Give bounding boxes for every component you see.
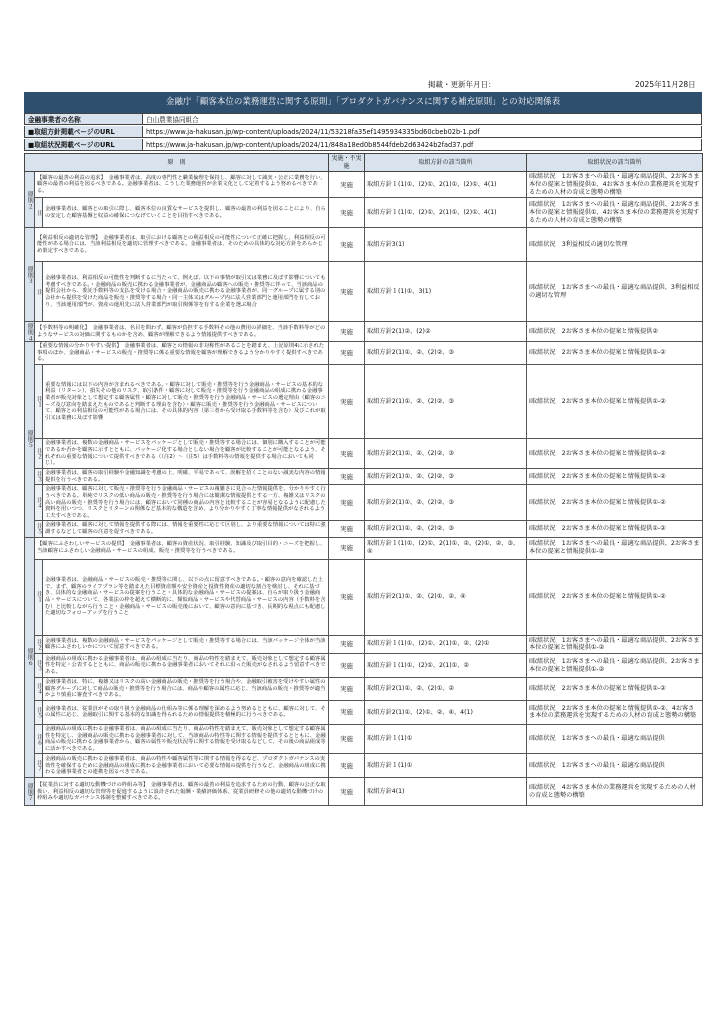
principle-text: 金融商品の販売に携わる金融事業者は、商品の特性や顧客属性等に関する情報を得るなど、プロダクトガバナンスの実効性を確保するために金融商品の組成に携わる金融事業者において必要な情報の提供を行うなど、金融商品の組成に携わる金融事業者との連携を図るべきである。 <box>43 754 329 778</box>
implemented-cell: 実施 <box>329 228 365 262</box>
implemented-cell: 実施 <box>329 700 365 724</box>
principle-text: 金融事業者は、顧客に対して情報を提供する際には、情報を重要性に応じて区別し、より重要な情報については特に強調するなどして顧客の注意を促すべきである。 <box>43 521 329 537</box>
table-row <box>25 342 703 365</box>
policy-cell: 取組方針１(1)①、3(1) <box>365 262 527 322</box>
policy-cell: 取組方針１(1)①、(2)①、2(1)①、(2)①、4(1) <box>365 198 527 228</box>
principle-text: 【手数料等の明確化】 金融事業者は、名目を問わず、顧客が負担する手数料その他の費用の詳細を、当該手数料等がどのようなサービスの対価に関するものかを含め、顧客が理解できるよう情報提供すべきである。 <box>35 322 329 342</box>
principle-text: 重要な情報には以下の内容が含まれるべきである。・顧客に対して販売・推奨等を行う金融商品・サービスの基本的な利益（リターン）、損失その他のリスク、取引条件・顧客に対して販売・推奨等を行う金融商品の組成に携わる金融事業者が販売対象として想定する顧客属性・顧客に対して販売・推奨等を行う金融商品・サービスの選定理由（顧客のニーズ及び意向を踏まえたものであると判断する理由を含む）・顧客に販売・推奨等を行う金融商品・サービスについて、顧客との利益相反の可能性がある場合には、その具体的内容（第三者から受け取る手数料等を含む）及びこれが取引又は業務に及ぼす影響 <box>43 365 329 439</box>
implemented-cell: 実施 <box>329 485 365 521</box>
principle-text: 【顧客にふさわしいサービスの提供】 金融事業者は、顧客の資産状況、取引経験、知識及び取引目的・ニーズを把握し、当該顧客にふさわしい金融商品・サービスの組成、販売・推奨等を行うべきである。 <box>35 537 329 559</box>
implemented-cell: 実施 <box>329 262 365 322</box>
policy-cell: 取組方針１(1)①、(2)①、2(1)①、② <box>365 654 527 678</box>
policy-cell: 取組方針2(1)①、②、(2)①、②、④ <box>365 559 527 635</box>
note-number: 注１ <box>35 365 43 439</box>
principle-number: 原則７ <box>25 778 35 806</box>
status-cell: Ⅰ取組状況 4お客さま本位の業務運営を実現するための人材の育成と態勢の構築 <box>527 778 703 806</box>
status-url-row <box>24 139 702 151</box>
principle-text: 金融事業者は、特に、複雑又はリスクの高い金融商品の販売・推奨等を行う場合や、金融取引被害を受けやすい属性の顧客グループに対して商品の販売・推奨等を行う場合には、商品や顧客の属性に応じ、当該商品の販売・推奨等が適当かより慎重に審査すべきである。 <box>43 678 329 701</box>
note-number: 注４ <box>35 485 43 521</box>
implemented-cell: 実施 <box>329 678 365 701</box>
policy-cell: 取組方針2(1)①、②、(2)①、② <box>365 678 527 701</box>
principle-text: 金融商品の組成に携わる金融事業者は、商品の組成に当たり、商品の特性を踏まえて、販売対象として想定する顧客属性を特定し、金融商品の販売に携わる金融事業者に対して、当該商品の特性等に関する情報を提供するとともに、金融商品の販売に携わる金融事業者から、顧客の属性や販売状況等に関する情報を受け取るなどして、その後の商品組成等に活かすべきである。 <box>43 724 329 753</box>
implemented-cell: 実施 <box>329 754 365 778</box>
status-cell: Ⅰ取組状況 2お客さま本位の提案と情報提供①-② <box>527 439 703 469</box>
implemented-cell: 実施 <box>329 778 365 806</box>
table-row <box>25 678 703 701</box>
status-cell: Ⅰ取組状況 3利益相反の適切な管理 <box>527 228 703 262</box>
note-number: 注７ <box>35 754 43 778</box>
status-cell: Ⅰ取組状況 2お客さま本位の提案と情報提供①-②、4お客さま本位の業務運営を実現するための人材の育成と態勢の構築 <box>527 700 703 724</box>
status-cell: Ⅰ取組状況 2お客さま本位の提案と情報提供①-② <box>527 559 703 635</box>
policy-cell: 取組方針2(1)①、②、(2)②、③ <box>365 485 527 521</box>
status-cell: Ⅰ取組状況 1お客さまへの最良・最適な商品提供、2お客さま本位の提案と情報提供①、4お客さま本位の業務運営を実現するための人材の育成と態勢の構築 <box>527 198 703 228</box>
implemented-cell: 実施 <box>329 172 365 198</box>
note-number: 注５ <box>35 521 43 537</box>
note-number: 注２ <box>35 439 43 469</box>
policy-cell: 取組方針2(1)①、②、(2)②、③ <box>365 469 527 485</box>
policy-cell: 取組方針2(1)②、(2)② <box>365 322 527 342</box>
principle-text: 金融事業者は、従業員がその取り扱う金融商品の仕組み等に係る理解を深めるよう努めるとともに、顧客に対して、その属性に応じ、金融取引に関する基本的な知識を得られるための情報提供を積極的に行うべきである。 <box>43 700 329 724</box>
principle-text: 【従業員に対する適切な動機づけの枠組み等】 金融事業者は、顧客の最善の利益を追求するための行動、顧客の公正な取扱い、利益相反の適切な管理等を促進するように設計された報酬・業績評価体系、従業員研修その他の適切な動機づけの枠組みや適切なガバナンス体制を整備すべきである。 <box>35 778 329 806</box>
status-cell: Ⅰ取組状況 1お客さまへの最良・最適な商品提供、2お客さま本位の提案と情報提供①、4お客さま本位の業務運営を実現するための人材の育成と態勢の構築 <box>527 172 703 198</box>
note-number: 注 <box>35 198 43 228</box>
policy-url-link[interactable]: https://www.ja-hakusan.jp/wp-content/uploads/2024/11/53218fa35ef1495934335bd60cbeb02b-1.pdf <box>146 128 480 136</box>
note-number: 注６ <box>35 724 43 753</box>
policy-cell: 取組方針１(1)①、(2)①、2(1)①、②、(2)① <box>365 635 527 654</box>
implemented-cell: 実施 <box>329 198 365 228</box>
implemented-cell: 実施 <box>329 635 365 654</box>
table-row <box>25 654 703 678</box>
note-number: 注３ <box>35 654 43 678</box>
status-cell: Ⅰ取組状況 2お客さま本位の提案と情報提供①-② <box>527 365 703 439</box>
status-cell: Ⅰ取組状況 1お客さまへの最良・最適な商品提供、2お客さま本位の提案と情報提供①-② <box>527 537 703 559</box>
col-principle: 原 則 <box>25 154 329 172</box>
note-number: 注２ <box>35 635 43 654</box>
note-number: 注４ <box>35 678 43 701</box>
policy-cell: 取組方針１(1)①、(2)①、2(1)①、(2)①、4(1) <box>365 172 527 198</box>
policy-cell: 取組方針2(1)①、(2)①、②、④、4(1) <box>365 700 527 724</box>
principle-number: 原則３ <box>25 228 35 322</box>
principle-text: 金融事業者は、利益相反の可能性を判断するに当たって、例えば、以下の事情が取引又は業務に及ぼす影響についても考慮すべきである。・金融商品の販売に携わる金融事業者が、金融商品の顧客への販売・推奨等に伴って、当該商品の提供会社から、委託手数料等の支払を受ける場合・金融商品の販売に携わる金融事業者が、同一グループに属する別の会社から提供を受けた商品を販売・推奨等する場合・同一主体又はグループ内に法人営業部門と運用部門を有しており、当該運用部門が、資産の運用先に法人営業部門が取引関係等を有する企業を選ぶ場合 <box>43 262 329 322</box>
table-row <box>25 322 703 342</box>
principle-number: 原則５ <box>25 342 35 537</box>
implemented-cell: 実施 <box>329 521 365 537</box>
policy-url-label: ■取組方針掲載ページのURL <box>25 126 143 137</box>
status-cell: Ⅰ取組状況 1お客さまへの最良・最適な商品提供 <box>527 724 703 753</box>
table-row <box>25 521 703 537</box>
status-cell: Ⅰ取組状況 1お客さまへの最良・最適な商品提供、3利益相反の適切な管理 <box>527 262 703 322</box>
table-row <box>25 172 703 198</box>
page-title: 金融庁「顧客本位の業務運営に関する原則」「プロダクトガバナンスに関する補充原則」との対応関係表 <box>24 92 702 113</box>
implemented-cell: 実施 <box>329 559 365 635</box>
table-row <box>25 439 703 469</box>
principle-text: 【利益相反の適切な管理】 金融事業者は、取引における顧客との利益相反の可能性について正確に把握し、利益相反の可能性がある場合には、当該利益相反を適切に管理すべきである。金融事業者は、そのための具体的な対応方針をあらかじめ策定すべきである。 <box>35 228 329 262</box>
principle-number: 原則６ <box>25 537 35 778</box>
table-row <box>25 700 703 724</box>
principle-text: 金融商品の組成に携わる金融事業者は、商品の組成に当たり、商品の特性を踏まえて、販売対象として想定する顧客属性を特定・公表するとともに、商品の販売に携わる金融事業者においてそれに沿った販売がなされるよう留意すべきである。 <box>43 654 329 678</box>
correspondence-table <box>24 153 703 806</box>
note-number: 注１ <box>35 559 43 635</box>
principle-number: 原則４ <box>26 322 34 341</box>
note-number: 注 <box>35 262 43 322</box>
implemented-cell: 実施 <box>329 322 365 342</box>
principle-text: 金融事業者は、複数の金融商品・サービスをパッケージとして販売・推奨等する場合には、当該パッケージ全体が当該顧客にふさわしいかについて留意すべきである。 <box>43 635 329 654</box>
implemented-cell: 実施 <box>329 654 365 678</box>
col-status: 取組状況の該当箇所 <box>527 154 703 172</box>
status-cell: Ⅰ取組状況 1お客さまへの最良・最適な商品提供、2お客さま本位の提案と情報提供①-② <box>527 654 703 678</box>
status-cell: Ⅰ取組状況 2お客さま本位の提案と情報提供①-② <box>527 342 703 365</box>
table-row <box>25 778 703 806</box>
principle-text: 金融事業者は、顧客の取引経験や金融知識を考慮の上、明確、平易であって、誤解を招くことのない誠実な内容の情報提供を行うべきである。 <box>43 469 329 485</box>
table-row <box>25 754 703 778</box>
implemented-cell: 実施 <box>329 365 365 439</box>
implemented-cell: 実施 <box>329 342 365 365</box>
implemented-cell: 実施 <box>329 724 365 753</box>
company-value: 白山農業協同組合 <box>146 116 199 124</box>
policy-cell: 取組方針１(1)① <box>365 724 527 753</box>
principle-text: 金融事業者は、金融商品・サービスの販売・推奨等に関し、以下の点に留意すべきである。・顧客の意向を確認した上で、まず、顧客のライフプラン等を踏まえた目標資産額や安全資産と投資性資産の適切な割合を検討し、それに基づき、具体的な金融商品・サービスの提案を行うこと・具体的な金融商品・サービスの提案は、自らが取り扱う金融商品・サービスについて、各業法の枠を超えて横断的に、類似商品・サービスや代替商品・サービスの内容（手数料を含む）と比較しながら行うこと・金融商品・サービスの販売後において、顧客の意向に基づき、長期的な視点にも配慮した適切なフォローアップを行うこと <box>43 559 329 635</box>
policy-cell: 取組方針2(1)①、②、(2)②、③ <box>365 342 527 365</box>
policy-cell: 取組方針2(1)①、②、(2)②、③ <box>365 521 527 537</box>
table-row <box>25 537 703 559</box>
company-label: 金融事業者の名称 <box>25 114 143 124</box>
published-label: 掲載・更新年月日： <box>428 80 496 89</box>
principle-text: 【重要な情報の分かりやすい提供】 金融事業者は、顧客との情報の非対称性があることを踏まえ、上記原則4に示された事項のほか、金融商品・サービスの販売・推奨等に係る重要な情報を顧客が理解できるよう分かりやすく提供すべきである。 <box>35 342 329 365</box>
note-number: 注３ <box>35 469 43 485</box>
principle-text: 【顧客の最善の利益の追求】 金融事業者は、高度の専門性と職業倫理を保持し、顧客に対して誠実・公正に業務を行い、顧客の最善の利益を図るべきである。金融事業者は、こうした業務運営が企業文化として定着するよう努めるべきである。 <box>35 172 329 198</box>
implemented-cell: 実施 <box>329 439 365 469</box>
status-cell: Ⅰ取組状況 1お客さまへの最良・最適な商品提供、2お客さま本位の提案と情報提供①-② <box>527 635 703 654</box>
table-row <box>25 262 703 322</box>
col-policy: 取組方針の該当箇所 <box>365 154 527 172</box>
policy-cell: 取組方針3(1) <box>365 228 527 262</box>
table-row <box>25 228 703 262</box>
table-row <box>25 469 703 485</box>
published-date: 2025年11月28日 <box>635 80 696 89</box>
table-row <box>25 198 703 228</box>
note-number: 注５ <box>35 700 43 724</box>
policy-url-row <box>24 126 702 138</box>
principle-number: 原則２ <box>25 172 35 228</box>
status-url-label: ■取組状況掲載ページのURL <box>25 139 143 150</box>
policy-cell: 取組方針１(1)① <box>365 754 527 778</box>
company-row <box>24 113 702 125</box>
policy-cell: 取組方針4(1) <box>365 778 527 806</box>
principle-text: 金融事業者は、複数の金融商品・サービスをパッケージとして販売・推奨等する場合には、個別に購入することが可能であるか否かを顧客に示すとともに、パッケージ化する場合としない場合を顧客が比較することが可能となるよう、それぞれの重要な情報について提供すべきである（（注2）〜（注5）は手数料等の情報を提供する場合においても同じ）。 <box>43 439 329 469</box>
policy-cell: 取組方針１(1)①、(2)①、2(1)①、②、(2)①、②、③、④ <box>365 537 527 559</box>
table-row <box>25 635 703 654</box>
implemented-cell: 実施 <box>329 537 365 559</box>
status-cell: Ⅰ取組状況 2お客さま本位の提案と情報提供①-② <box>527 469 703 485</box>
status-url-link[interactable]: https://www.ja-hakusan.jp/wp-content/uploads/2024/11/848a18ed0b8544fdeb2d63424b2fad37.pdf <box>146 141 474 149</box>
table-row <box>25 485 703 521</box>
implemented-cell: 実施 <box>329 469 365 485</box>
col-implemented: 実施・不実施 <box>329 154 365 172</box>
table-header-row <box>25 154 703 172</box>
policy-cell: 取組方針2(1)①、②、(2)②、③ <box>365 365 527 439</box>
table-row <box>25 724 703 753</box>
table-row <box>25 365 703 439</box>
status-cell: Ⅰ取組状況 1お客さまへの最良・最適な商品提供 <box>527 754 703 778</box>
status-cell: Ⅰ取組状況 2お客さま本位の提案と情報提供①-② <box>527 485 703 521</box>
status-cell: Ⅰ取組状況 2お客さま本位の提案と情報提供② <box>527 322 703 342</box>
status-cell: Ⅰ取組状況 2お客さま本位の提案と情報提供①-② <box>527 678 703 701</box>
policy-cell: 取組方針2(1)①、②、(2)②、③ <box>365 439 527 469</box>
principle-text: 金融事業者は、顧客に対して販売・推奨等を行う金融商品・サービスの複雑さに見合った情報提供を、分かりやすく行うべきである。単純でリスクの低い商品の販売・推奨等を行う場合には簡潔な情報提供とする一方、複雑又はリスクの高い商品の販売・推奨等を行う場合には、顧客において同種の商品の内容と比較することが容易となるように配慮した資料を用いつつ、リスクとリターンの関係など基本的な構造を含め、より分かりやすく丁寧な情報提供がなされるよう工夫すべきである。 <box>43 485 329 521</box>
table-row <box>25 559 703 635</box>
principle-text: 金融事業者は、顧客との取引に際し、顧客本位の良質なサービスを提供し、顧客の最善の利益を図ることにより、自らの安定した顧客基盤と収益の確保につなげていくことを目指すべきである。 <box>43 198 329 228</box>
status-cell: Ⅰ取組状況 2お客さま本位の提案と情報提供①-② <box>527 521 703 537</box>
